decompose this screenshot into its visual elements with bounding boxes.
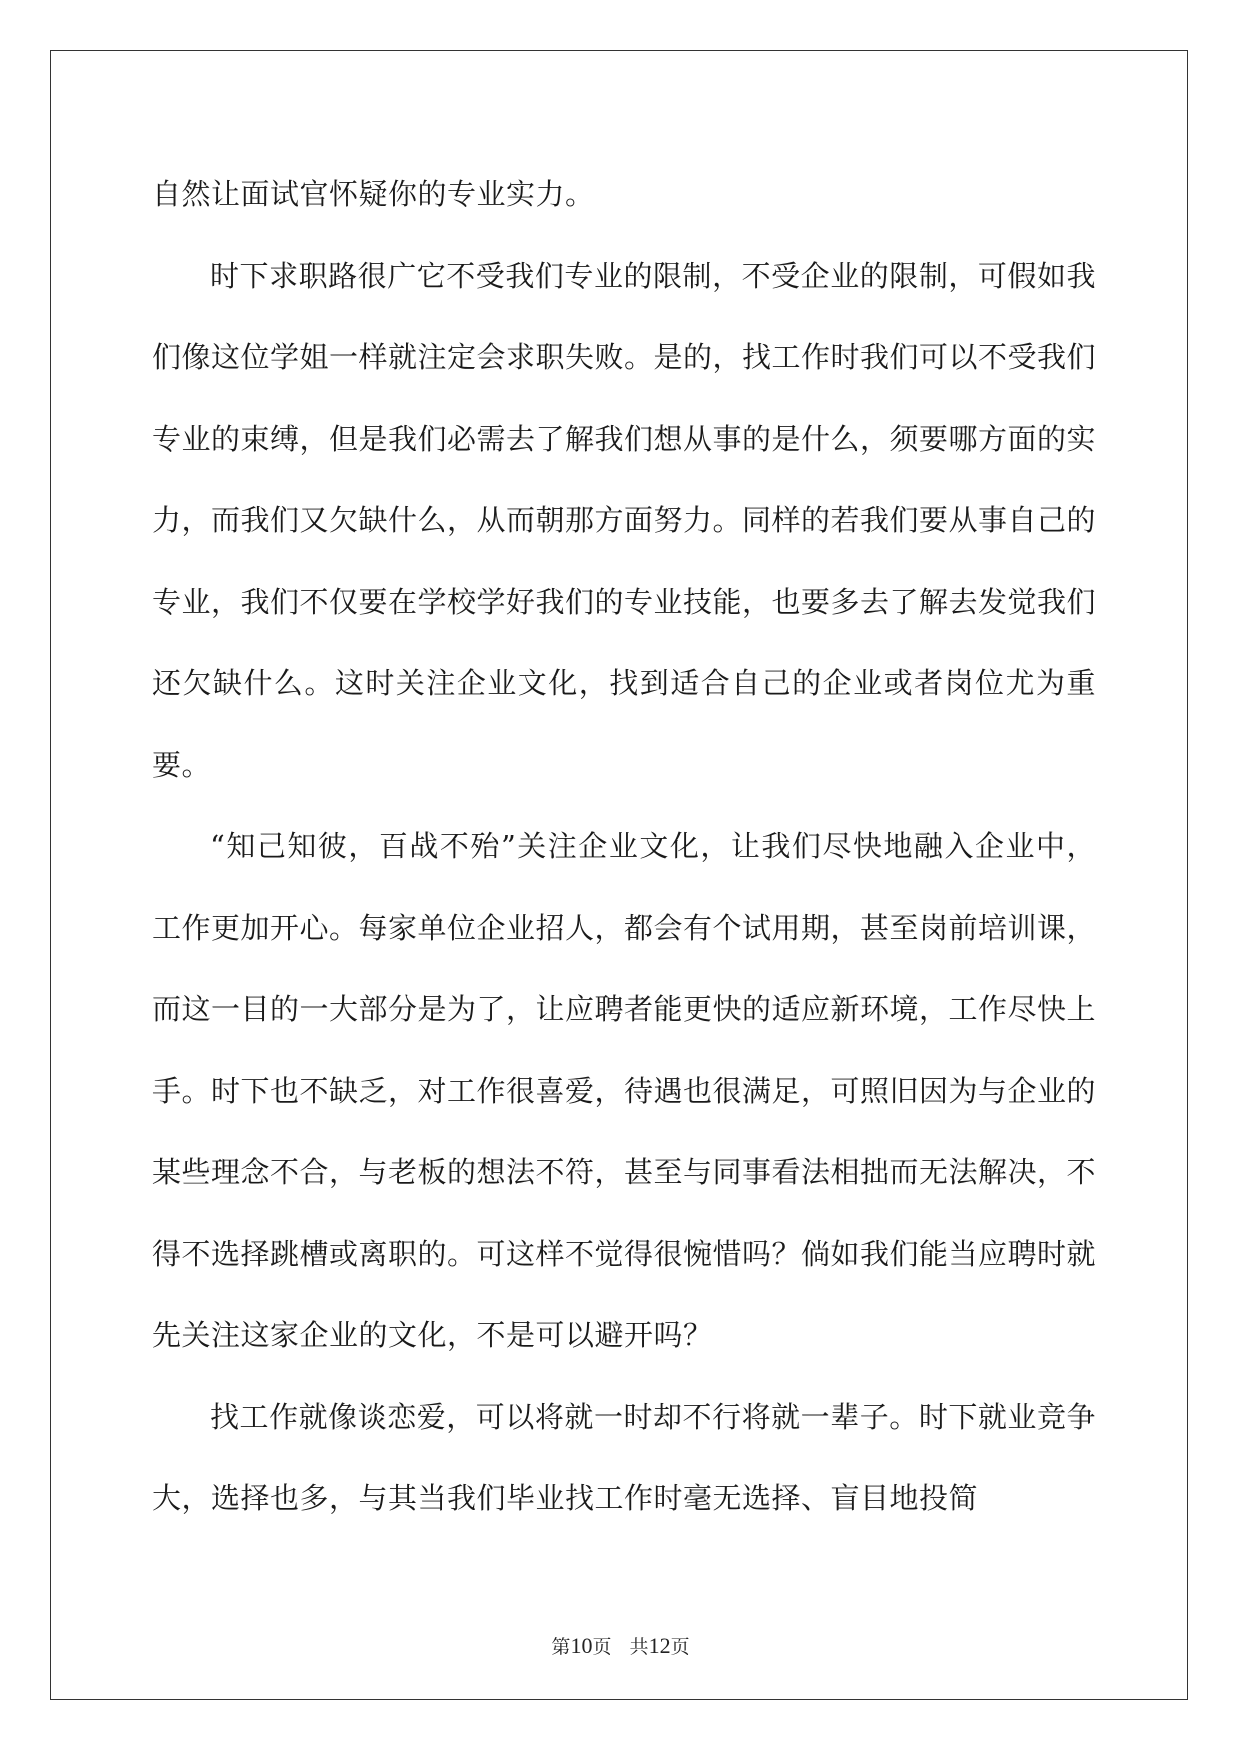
document-body xyxy=(152,154,1096,1540)
page-footer xyxy=(0,1632,1241,1659)
footer-page-total: 12 xyxy=(648,1633,671,1658)
footer-page-mid: 页 共 xyxy=(592,1636,649,1658)
footer-page-current: 10 xyxy=(570,1633,593,1658)
footer-page-prefix: 第 xyxy=(551,1636,571,1658)
paragraph-2: 时下求职路很广它不受我们专业的限制，不受企业的限制，可假如我们像这位学姐一样就注定会求职失败。是的，找工作时我们可以不受我们专业的束缚，但是我们必需去了解我们想从事的是什么，须要哪方面的实力，而我们又欠缺什么，从而朝那方面努力。同样的若我们要从事自己的专业，我们不仅要在学校学好我们的专业技能，也要多去了解去发觉我们还欠缺什么。这时关注企业文化，找到适合自己的企业或者岗位尤为重要。 xyxy=(152,258,1097,782)
paragraph-1: 自然让面试官怀疑你的专业实力。 xyxy=(152,177,595,211)
footer-page-suffix: 页 xyxy=(670,1636,690,1658)
paragraph-3: “知己知彼，百战不殆”关注企业文化，让我们尽快地融入企业中，工作更加开心。每家单位企业招人，都会有个试用期，甚至岗前培训课，而这一目的一大部分是为了，让应聘者能更快的适应新环境，工作尽快上手。时下也不缺乏，对工作很喜爱，待遇也很满足，可照旧因为与企业的某些理念不合，与老板的想法不符，甚至与同事看法相拙而无法解决，不得不选择跳槽或离职的。可这样不觉得很惋惜吗？倘如我们能当应聘时就先关注这家企业的文化，不是可以避开吗？ xyxy=(152,829,1097,1352)
paragraph-4: 找工作就像谈恋爱，可以将就一时却不行将就一辈子。时下就业竞争大，选择也多，与其当我们毕业找工作时毫无选择、盲目地投简 xyxy=(152,1399,1096,1515)
